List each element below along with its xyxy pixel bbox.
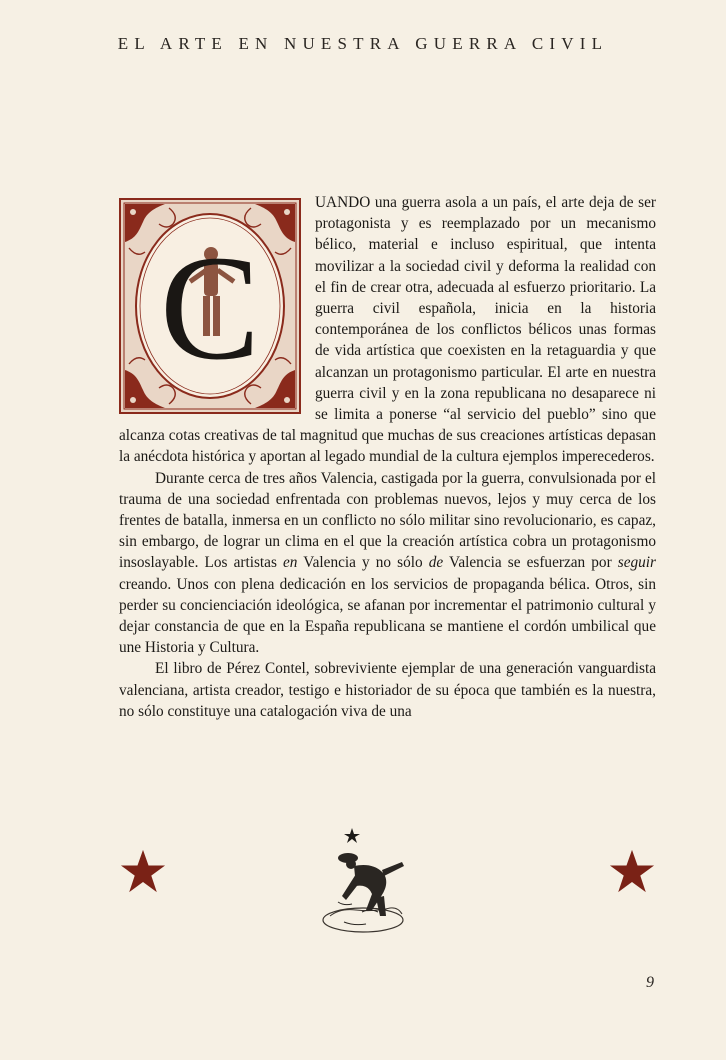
emphasis-de: de <box>428 554 444 572</box>
paragraph-1-text: una guerra asola a un país, el arte deja de ser protagonista y es reemplazado por un mecanismo bélico, material e incluso espiritual, que intenta movilizar a la sociedad civil y deforma la realidad con el fin de crear otra, adecuada al esfuerzo prioritario. La guerra civil española, inicia en la historia contemporánea de los conflictos bélicos unas formas de vida artística que coexisten en la retaguardia y que alcanzan un protagonismo particular. El arte en nuestra guerra civil y en la zona republicana no desaparece ni se limita a ponerse “al servicio del pueblo” sino que alcanza cotas creativas de tal magnitud que muchas de sus creaciones artísticas depasan la anécdota histórica y aportan al legado mundial de la cultura ejemplos imperecederos. <box>119 194 656 466</box>
paragraph-2-part-4: creando. Unos con plena dedicación en los servicios de propaganda bélica. Otros, sin perder su concienciación ideológica, se afanan por incrementar el patrimonio cultural y dejar constancia de que en la España republicana se mantiene el cordón umbilical que une Historia y Cultura. <box>119 575 656 657</box>
paragraph-2-part-1: Durante cerca de tres años Valencia, castigada por la guerra, convulsionada por el trauma de una sociedad enfrentada con problemas nuevos, lejos y muy cerca de los frentes de batalla, inmersa en un conflicto no sólo militar sino revolucionario, es capaz, sin embargo, de lograr un clima en el que la creación artística cobra un protagonismo insoslayable. Los artistas <box>119 469 656 572</box>
drop-cap-letter: C <box>159 225 261 391</box>
star-icon <box>609 848 655 894</box>
emphasis-en: en <box>283 554 298 572</box>
paragraph-3: El libro de Pérez Contel, sobreviviente ejemplar de una generación vanguardista valenciana, artista creador, testigo e historiador de su época que también es la nuestra, no sólo constituye una catalogación viva de una <box>119 660 656 720</box>
soldier-vignette-illustration <box>318 826 408 938</box>
paragraph-2 <box>119 468 656 659</box>
emphasis-seguir: seguir <box>617 554 656 572</box>
paragraph-2-part-2: Valencia y no sólo <box>297 554 429 572</box>
running-head: EL ARTE EN NUESTRA GUERRA CIVIL <box>117 34 609 53</box>
illuminated-initial <box>119 198 301 414</box>
opening-word: UANDO <box>315 194 371 211</box>
star-icon <box>120 848 166 894</box>
paragraph-2-part-3: Valencia se esfuerzan por <box>443 554 618 572</box>
page-number: 9 <box>646 974 654 991</box>
article-body <box>119 192 656 722</box>
